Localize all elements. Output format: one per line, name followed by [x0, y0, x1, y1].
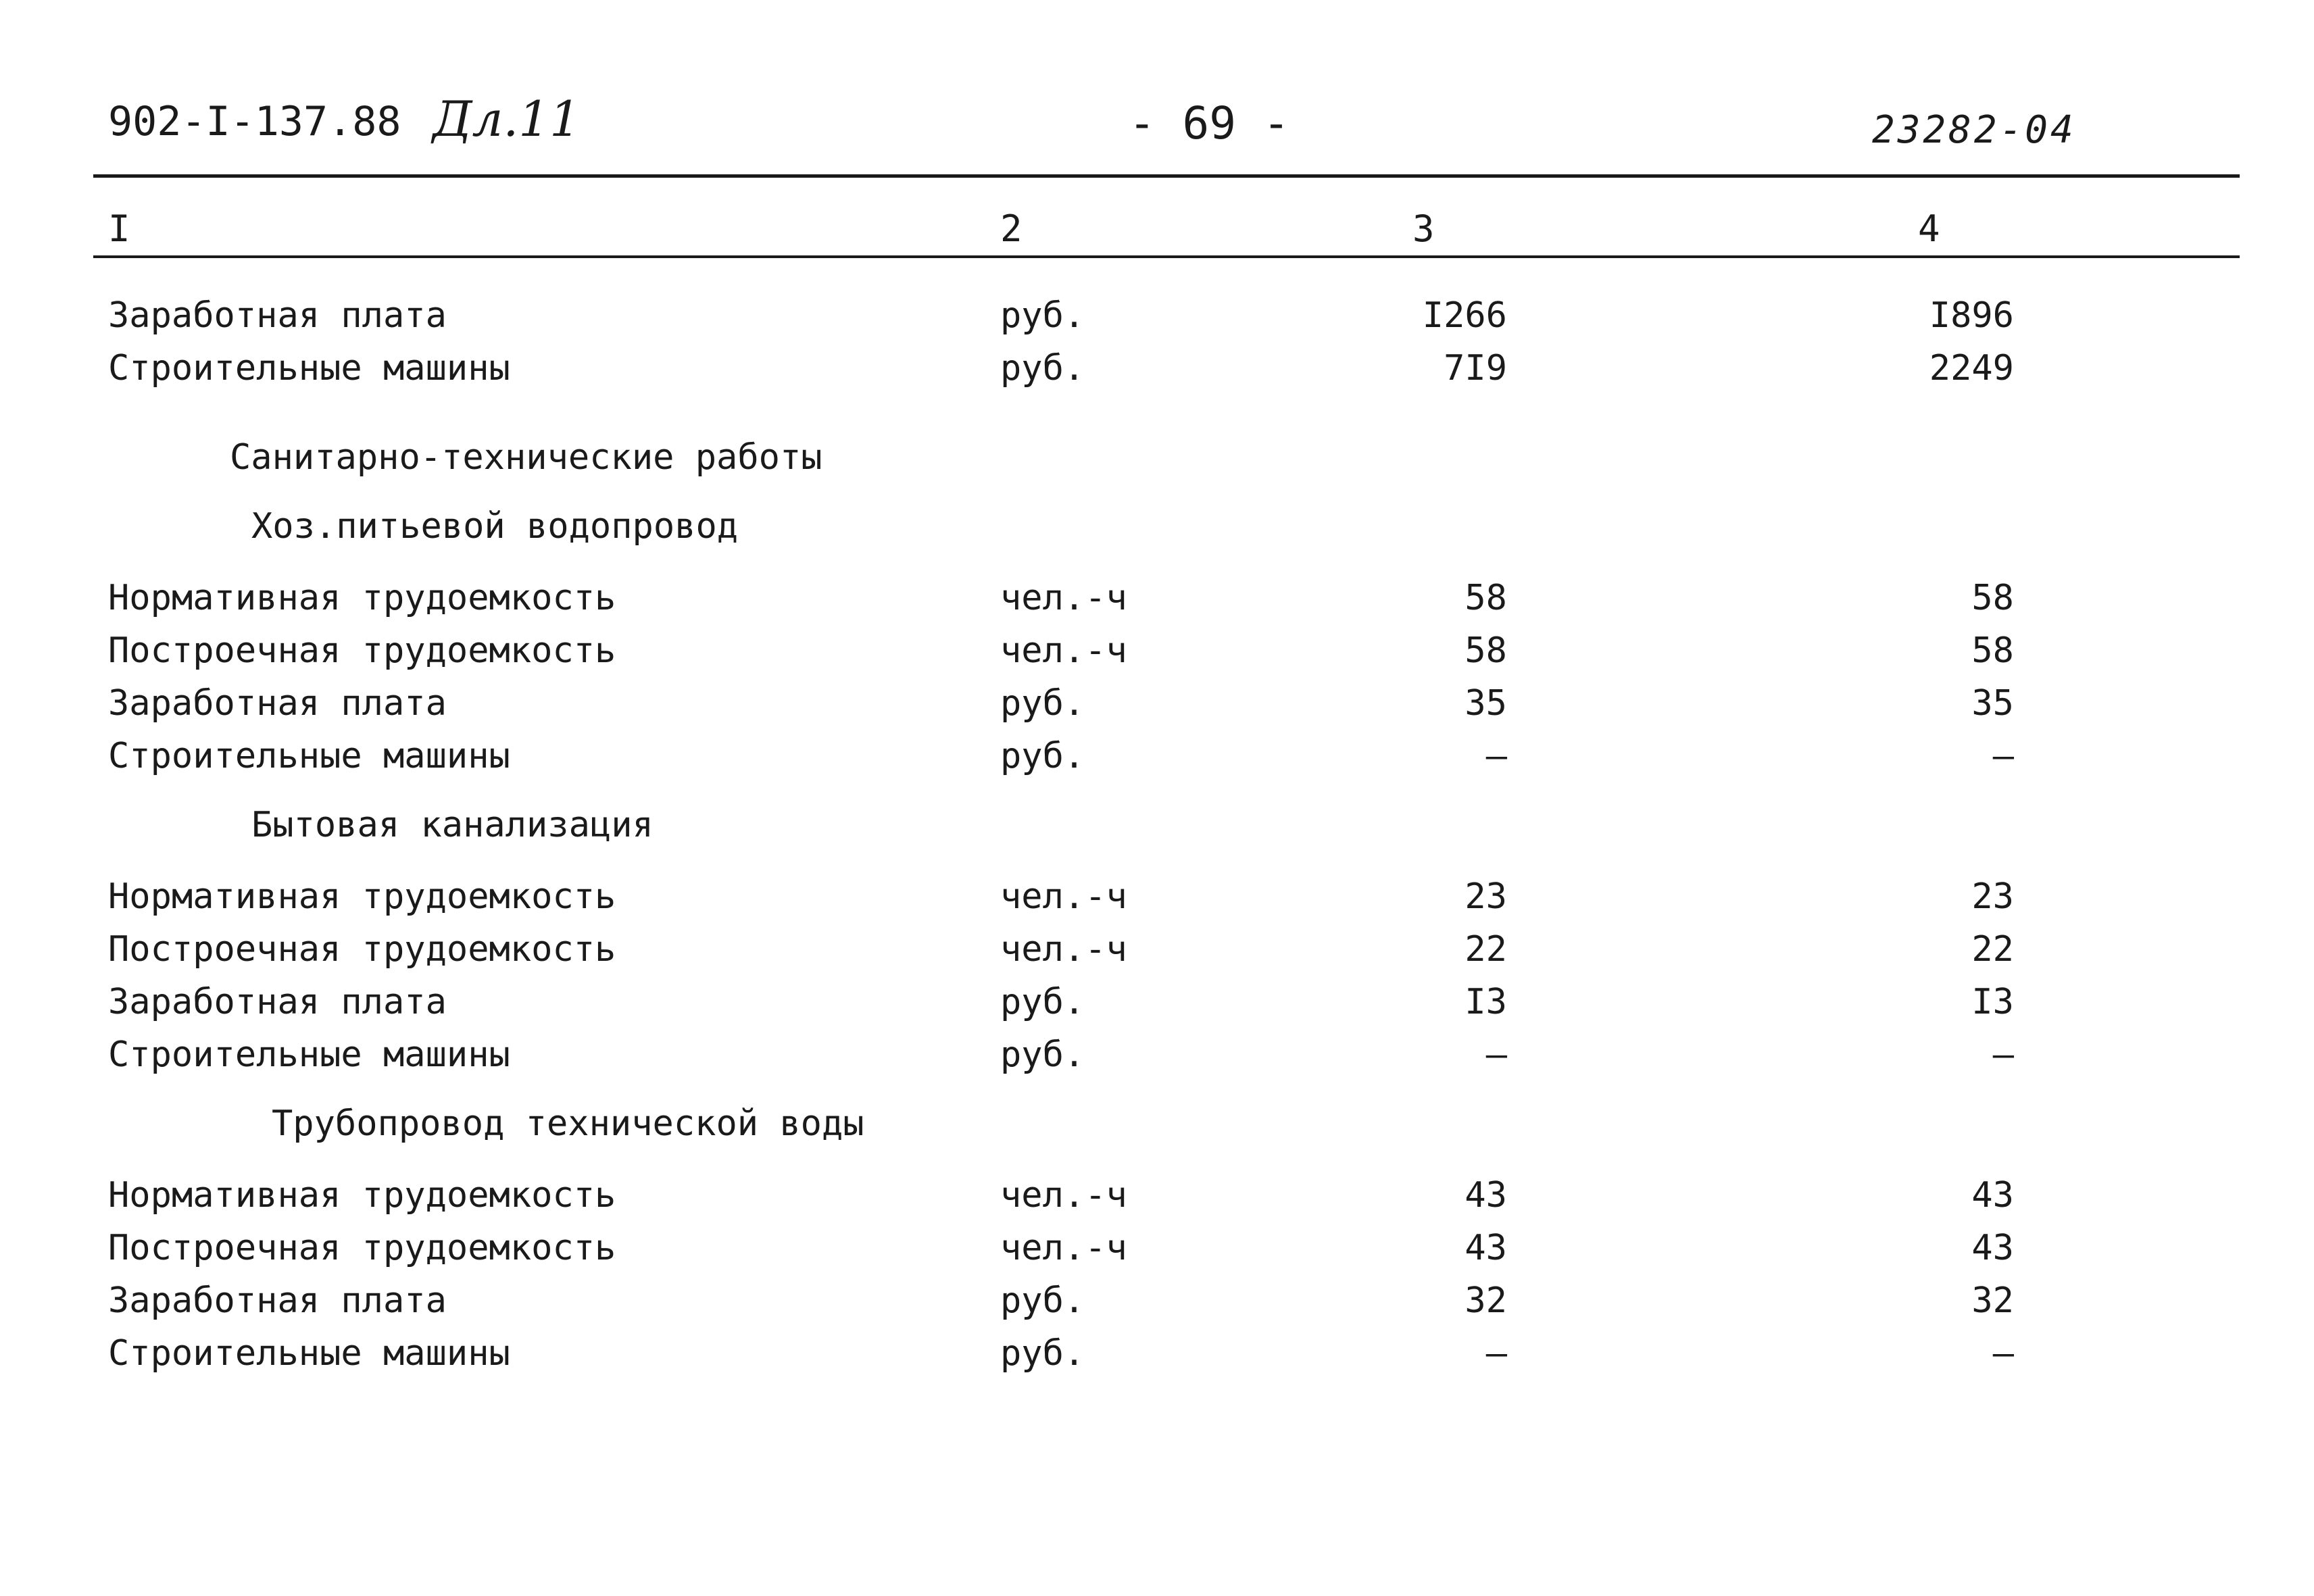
row-value-4: 58	[1971, 578, 2014, 618]
row-value-3: I3	[1464, 982, 1507, 1022]
row-unit: руб.	[1000, 348, 1085, 389]
row-unit: чел.-ч	[1000, 578, 1127, 618]
row-value-4: –	[1992, 1333, 2014, 1374]
table-row	[0, 1031, 2314, 1078]
row-value-3: 43	[1464, 1228, 1507, 1268]
row-value-3: 22	[1464, 929, 1507, 970]
table-row	[0, 978, 2314, 1026]
row-value-4: –	[1992, 1034, 2014, 1075]
row-value-3: –	[1485, 1034, 1507, 1075]
row-value-3: –	[1485, 736, 1507, 776]
table-row	[0, 680, 2314, 727]
row-label: Строительные машины	[108, 348, 510, 389]
row-label: Строительные машины	[108, 736, 510, 776]
row-label: Нормативная трудоемкость	[108, 876, 616, 917]
row-unit: руб.	[1000, 982, 1085, 1022]
row-unit: чел.-ч	[1000, 630, 1127, 671]
table-row	[0, 627, 2314, 674]
table-row	[0, 1172, 2314, 1219]
row-label: Заработная плата	[108, 982, 447, 1022]
row-value-4: 43	[1971, 1228, 2014, 1268]
row-unit: руб.	[1000, 1333, 1085, 1374]
row-label: Заработная плата	[108, 1280, 447, 1321]
row-value-3: 35	[1464, 683, 1507, 724]
section-title: Санитарно-технические работы	[230, 437, 822, 478]
top-divider	[93, 174, 2240, 178]
row-value-4: I3	[1971, 982, 2014, 1022]
row-label: Построечная трудоемкость	[108, 929, 616, 970]
row-value-3: 7I9	[1444, 348, 1507, 389]
row-label: Нормативная трудоемкость	[108, 578, 616, 618]
row-unit: чел.-ч	[1000, 1175, 1127, 1216]
row-value-4: –	[1992, 736, 2014, 776]
row-value-3: I266	[1422, 295, 1507, 336]
document-number: 23282-04	[1872, 108, 2076, 152]
row-label: Заработная плата	[108, 295, 447, 336]
document-code: 902-I-137.88	[108, 98, 401, 145]
row-unit: руб.	[1000, 295, 1085, 336]
row-unit: руб.	[1000, 1034, 1085, 1075]
row-label: Построечная трудоемкость	[108, 630, 616, 671]
table-row	[0, 873, 2314, 920]
row-label: Построечная трудоемкость	[108, 1228, 616, 1268]
column-header-3: 3	[1412, 207, 1435, 250]
row-value-4: 23	[1971, 876, 2014, 917]
row-value-3: 58	[1464, 630, 1507, 671]
row-value-4: 35	[1971, 683, 2014, 724]
group-title: Бытовая канализация	[251, 805, 654, 845]
row-value-3: 23	[1464, 876, 1507, 917]
row-unit: чел.-ч	[1000, 929, 1127, 970]
table-row	[0, 1224, 2314, 1272]
row-value-3: –	[1485, 1333, 1507, 1374]
table-row	[0, 1330, 2314, 1377]
table-row	[0, 345, 2314, 392]
column-header-1: I	[108, 207, 130, 250]
row-label: Заработная плата	[108, 683, 447, 724]
row-unit: руб.	[1000, 683, 1085, 724]
table-row	[0, 1277, 2314, 1324]
row-value-3: 58	[1464, 578, 1507, 618]
row-unit: чел.-ч	[1000, 876, 1127, 917]
row-value-3: 43	[1464, 1175, 1507, 1216]
row-value-4: 43	[1971, 1175, 2014, 1216]
row-value-4: 22	[1971, 929, 2014, 970]
row-label: Строительные машины	[108, 1333, 510, 1374]
table-row	[0, 732, 2314, 780]
table-row	[0, 292, 2314, 339]
row-value-4: 2249	[1929, 348, 2014, 389]
group-title: Хоз.питьевой водопровод	[251, 506, 739, 547]
table-row	[0, 574, 2314, 622]
row-value-4: 58	[1971, 630, 2014, 671]
column-header-4: 4	[1918, 207, 1940, 250]
page-number: - 69 -	[1129, 97, 1290, 149]
row-label: Строительные машины	[108, 1034, 510, 1075]
column-header-2: 2	[1000, 207, 1023, 250]
row-unit: руб.	[1000, 736, 1085, 776]
row-unit: руб.	[1000, 1280, 1085, 1321]
header-divider	[93, 255, 2240, 258]
row-value-3: 32	[1464, 1280, 1507, 1321]
row-label: Нормативная трудоемкость	[108, 1175, 616, 1216]
row-unit: чел.-ч	[1000, 1228, 1127, 1268]
sheet-number: Дл.11	[433, 91, 581, 147]
group-title: Трубопровод технической воды	[272, 1103, 864, 1144]
row-value-4: 32	[1971, 1280, 2014, 1321]
table-row	[0, 926, 2314, 973]
row-value-4: I896	[1929, 295, 2014, 336]
